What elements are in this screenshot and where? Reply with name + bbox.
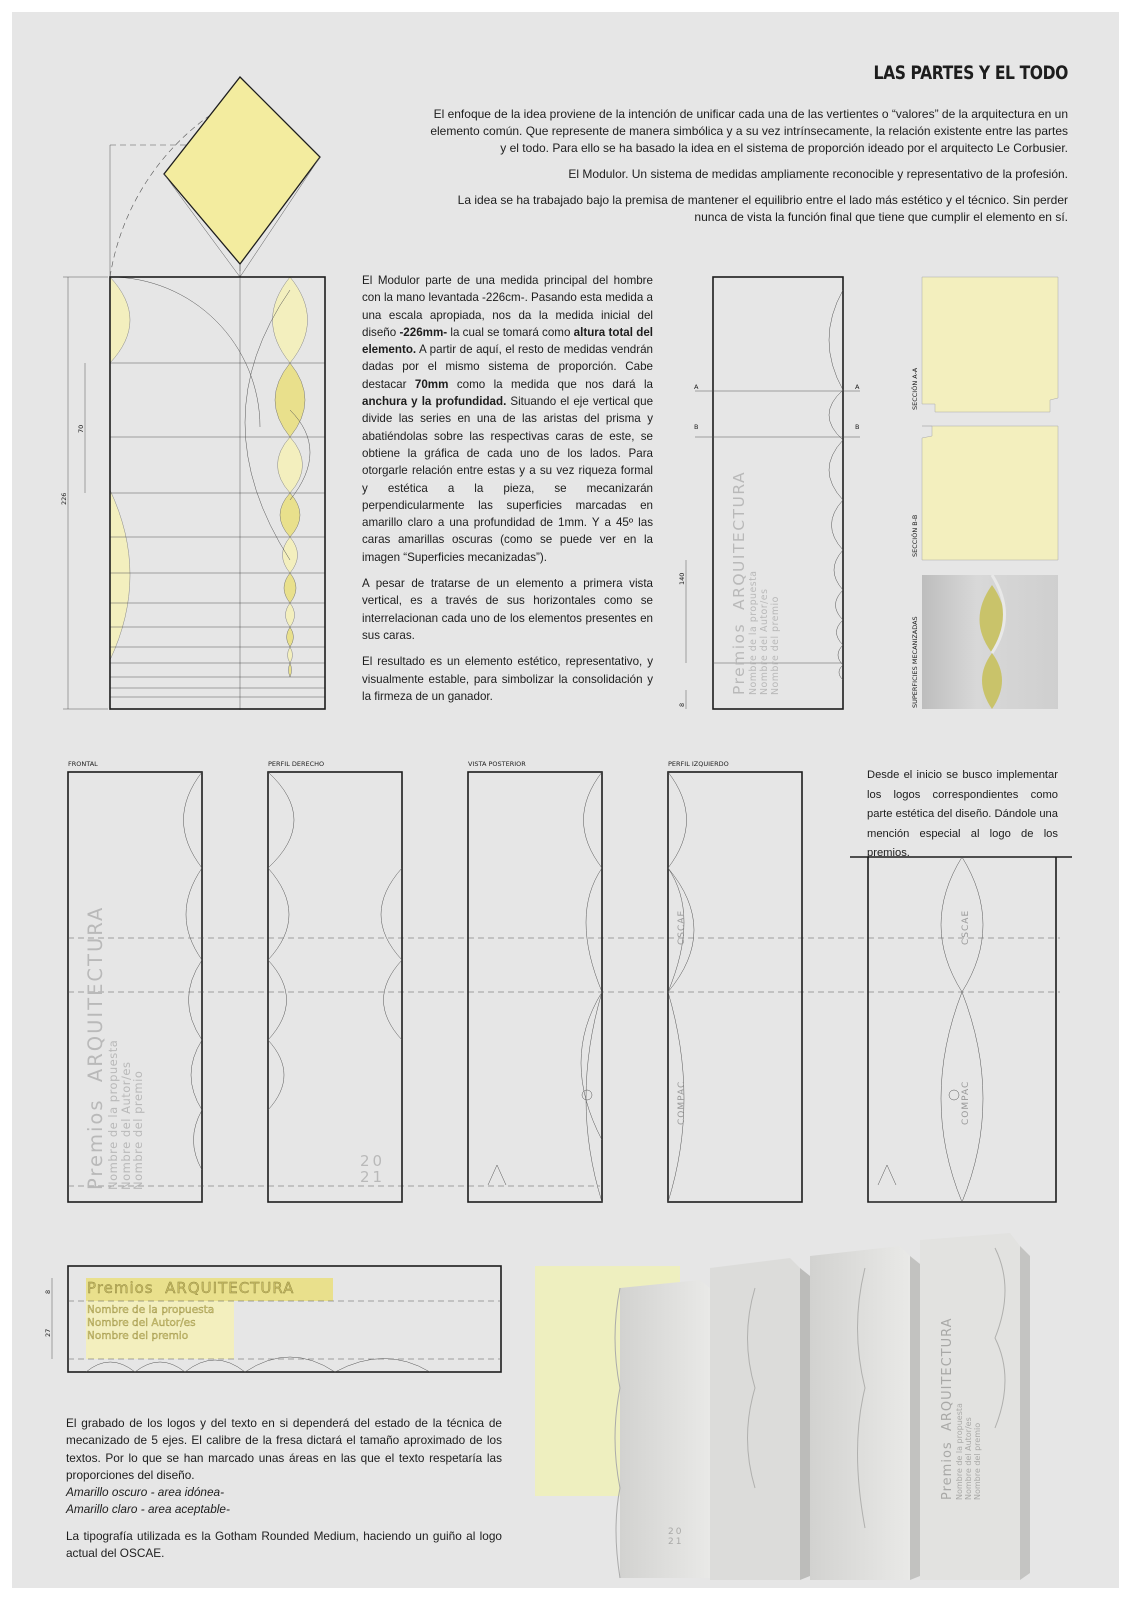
trophy-year <box>668 1527 683 1547</box>
engraving-paragraph-2: La tipografía utilizada es la Gotham Rounded Medium, haciendo un guiño al logo actual del OSCAE. <box>66 1528 502 1561</box>
section-mark-b-left: B <box>694 423 699 431</box>
engraving-paragraph-1: El grabado de los logos y del texto en si dependerá del estado de la técnica de mecanizado de 5 ejes. El calibre de la fresa dictará el tamaño aproximado de los textos. Por lo que se han marcado unas áreas en las que el texto respetaría las proporciones del diseño. <box>66 1416 502 1482</box>
view-label-perfil-izquierdo: PERFIL IZQUIERDO <box>668 760 729 768</box>
view-logos <box>488 857 1072 1202</box>
text-run-bold: altura total del elemento. <box>362 325 653 357</box>
intro-paragraph-3: La idea se ha trabajado bajo la premisa de mantener el equilibrio entre el lado más estético y el técnico. Sin perder nunca de vista la función final que tiene que cumplir el elemento en sí. <box>457 193 1068 224</box>
text-run: Premios <box>940 1441 955 1500</box>
text-run: ARQUITECTURA <box>84 905 107 1083</box>
text-run-bold: anchura y la profundidad. <box>362 395 507 409</box>
compac-logo: COMPAC <box>677 1080 687 1125</box>
page-title: LAS PARTES Y EL TODO <box>873 62 1068 84</box>
compac-logo-detail: COMPAC <box>961 1080 971 1125</box>
cscae-logo-detail: CSCAE <box>961 909 971 945</box>
section-mark-a-right: A <box>855 383 860 391</box>
text-run: ARQUITECTURA <box>940 1317 955 1432</box>
engraving-area-lines <box>87 1304 214 1343</box>
text-run: Premios <box>87 1279 154 1297</box>
year-top: 20 <box>668 1527 684 1537</box>
text-run: El Modulor parte de una medida principal del hombre con la mano levantada -226cm-. Pasando esta medida a una escala apropiada, nos da la medida inicial del diseño <box>362 274 653 339</box>
text-run: ARQUITECTURA <box>165 1279 295 1297</box>
dim-27: 27 <box>44 1328 52 1337</box>
text-run-italic: Amarillo claro - area aceptable- <box>66 1502 230 1517</box>
engraving-line-2: Nombre del Autor/es <box>964 1417 973 1500</box>
logos-text: Desde el inicio se busco implementar los logos correspondientes como parte estética del diseño. Dándole una mención especial al logo de los premios. <box>867 769 1058 859</box>
view-perfil-izquierdo <box>668 772 802 1202</box>
engraving-line-1: Nombre de la propuesta <box>106 1039 120 1190</box>
year-top: 20 <box>360 1152 386 1170</box>
view-label-posterior: VISTA POSTERIOR <box>468 760 526 768</box>
machined-surface-photo <box>922 575 1058 709</box>
view-label-perfil-derecho: PERFIL DERECHO <box>268 760 325 768</box>
dim-8-bottom: 8 <box>44 1289 52 1294</box>
engraving-line-2: Nombre del Autor/es <box>118 1061 133 1190</box>
engraving-line-1: Nombre de la propuesta <box>87 1304 215 1316</box>
engraving-elevation <box>730 471 781 695</box>
engraving-line-3: Nombre del premio <box>87 1330 189 1342</box>
engraving-line-1: Nombre de la propuesta <box>955 1403 964 1500</box>
dim-8: 8 <box>678 702 686 707</box>
text-run-italic: Amarillo oscuro - area idónea- <box>66 1485 225 1500</box>
intro-paragraph-2: El Modulor. Un sistema de medidas ampliamente reconocible y representativo de la profesión. <box>568 167 1068 181</box>
text-run-bold: 70mm <box>414 377 449 391</box>
engraving-line-3: Nombre del premio <box>973 1422 982 1500</box>
modulor-elevation <box>63 277 325 710</box>
engraving-title <box>84 906 107 1190</box>
text-run: la cual se tomará como <box>447 325 574 339</box>
view-label-frontal: FRONTAL <box>68 760 98 768</box>
dim-total: 226 <box>60 492 68 505</box>
dim-140: 140 <box>678 572 686 585</box>
label-superficies: SUPERFICIES MECANIZADAS <box>911 616 919 708</box>
dim-seventy: 70 <box>77 424 85 433</box>
engraving-title <box>730 471 748 695</box>
engraving-line-2: Nombre del Autor/es <box>759 588 770 695</box>
year-bottom: 21 <box>360 1168 386 1186</box>
view-perfil-derecho <box>268 772 402 1202</box>
label-seccion-bb: SECCIÓN B-B <box>911 514 919 557</box>
cscae-logo: CSCAE <box>677 909 687 945</box>
engraving-line-1: Nombre de la propuesta <box>748 570 759 695</box>
text-run: Situando el eje vertical que divide las series en una de las aristas del prisma y abatiéndolas sobre las respectivas caras de este, se obtiene la gráfica de cada uno de los lados. Para otorgarle relación entre estas y a su vez riqueza formal y estética a la pieza, se mecanizarán perpendicularmente las superficies marcadas en amarillo claro a una profundidad de 1mm. Y a 45º las caras amarillas oscuras (como se puede ver en la imagen “Superficies mecanizadas”). <box>362 395 654 564</box>
year-mark <box>360 1153 385 1185</box>
view-frontal <box>68 772 1060 1202</box>
engraving-title <box>940 1317 955 1500</box>
engraving-area-title <box>87 1279 294 1297</box>
machined-surface-shape <box>922 575 1058 709</box>
section-swatches <box>922 277 1058 560</box>
modulor-paragraph-3: El resultado es un elemento estético, representativo, y visualmente estable, para simbolizar la consolidación y la firmeza de un ganador. <box>362 655 653 703</box>
section-mark-b-right: B <box>855 423 860 431</box>
trophy-engraving <box>940 1317 982 1500</box>
engraving-frontal <box>84 906 145 1190</box>
text-run: ARQUITECTURA <box>730 470 748 611</box>
text-run-bold: -226mm- <box>399 325 448 339</box>
text-run: A partir de aquí, el resto de medidas vendrán dadas por el mismo sistema de proporción. Cabe destacar <box>362 343 653 391</box>
intro-paragraph-1: El enfoque de la idea proviene de la intención de unificar cada una de las vertientes o “valores” de la arquitectura en un elemento común. Que represente de manera simbólica y a su vez intrínsecamente, la relación existente entre las partes y el todo. Para ello se ha basado la idea en el sistema de proporción ideado por el arquitecto Le Corbusier. <box>430 107 1068 155</box>
view-posterior <box>468 772 602 1202</box>
section-mark-a-left: A <box>694 383 699 391</box>
text-run: Premios <box>730 622 748 695</box>
engraving-line-3: Nombre del premio <box>131 1070 145 1190</box>
text-run: como la medida que nos dará la <box>448 377 653 391</box>
engraving-line-2: Nombre del Autor/es <box>87 1317 196 1329</box>
engraving-line-3: Nombre del premio <box>770 596 781 695</box>
year-bottom: 21 <box>668 1537 684 1547</box>
label-seccion-aa: SECCIÓN A-A <box>911 367 919 410</box>
text-run: Premios <box>84 1098 107 1190</box>
modulor-paragraph-2: A pesar de tratarse de un elemento a primera vista vertical, es a través de sus horizontales como se interrelacionan cada uno de los elementos presentes en sus caras. <box>362 577 653 642</box>
